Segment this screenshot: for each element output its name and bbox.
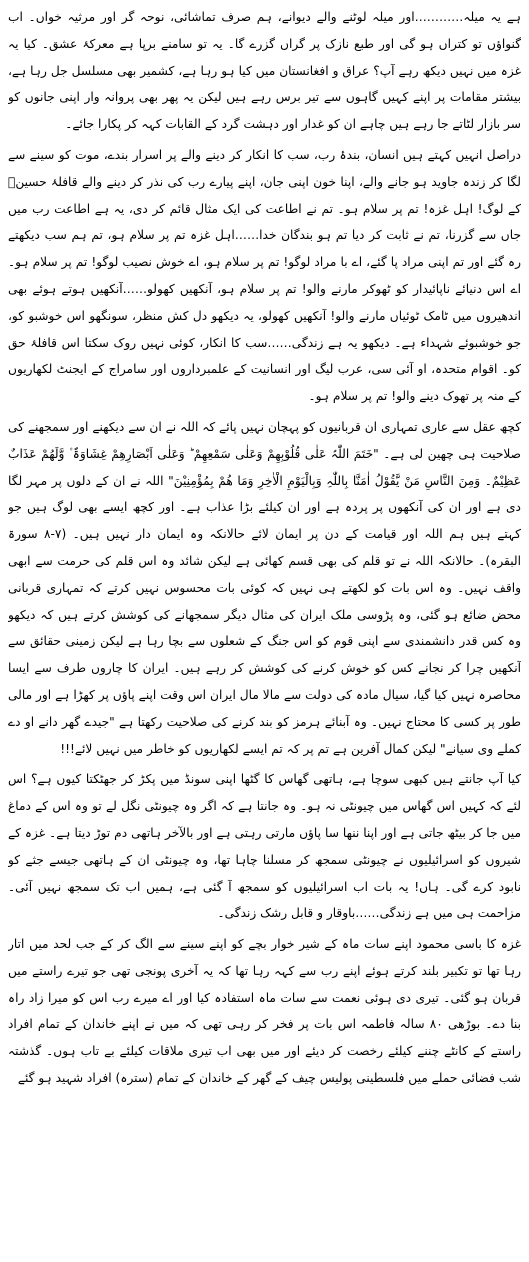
paragraph-2: دراصل انہیں کہتے ہیں انسان، بندۂ رب، سب کا انکار کر دینے والے پر اسرار بندے، موت کو سینے سے لگا کر زندہ جاوید ہو جانے والے، اپنا خون اپنی جان، اپنے پیارے رب کی نذر کر دینے والے قافلۂ حسینؓ کے لوگ! اہل غزہ! تم پر سلام ہو۔ تم نے اطاعت کی ایک مثال قائم کر دی، یہ ہے اطاعت رب میں جاں سے گزرنا، تم نے ثابت کر دیا تم ہو بندگان خدا……اہل غزہ تم پر سلام ہو، تم ہم سب دیکھتے رہ گئے اور تم اپنی مراد پا گئے، اے با مراد لوگو! تم پر سلام ہو، اے خوش نصیب لوگو! تم پر سلام ہو۔ اے اس دنیائے ناپائیدار کو ٹھوکر مارنے والو! تم پر سلام ہو، آنکھیں کھولو……آنکھیں ہوتے ہوئے بھی اندھیروں میں ٹامک ٹوئیاں مارنے والو! آنکھیں کھولو، یہ دیکھو دل کش منظر، سونگھو اس خوشبو کو، جو خوشبوئے شہداء ہے۔ دیکھو یہ ہے زندگی……سب کا انکار، کوئی نہیں روک سکتا اس قافلۂ حق کو۔ اقوام متحدہ، او آئی سی، عرب لیگ اور انسانیت کے علمبرداروں اور سامراج کے ایجنٹ لکھاریوں کے منہ پر تھوک دینے والو! تم پر سلام ہو۔ bbox=[8, 147, 521, 404]
paragraph-5: غزہ کا باسی محمود اپنے سات ماہ کے شیر خوار بچے کو اپنے سینے سے الگ کر کے جب لحد میں اتار رہا تھا تو تکبیر بلند کرتے ہوئے اپنے رب سے کہہ رہا تھا کہ یہ آخری پونجی تھی جو تیرے راستے میں قربان ہو گئی۔ تیری دی ہوئی نعمت سے سات ماہ استفادہ کیا اور اے میرے رب اس کو میرا زاد راہ بنا دے۔ بوڑھی ۸۰ سالہ فاطمہ اس بات پر فخر کر رہی تھی کہ میں نے اپنے خاندان کے تمام افراد راستے کے کانٹے چننے کیلئے رخصت کر دیئے اور میں بھی اب تیری ملاقات کیلئے بے تاب ہوں۔ گذشتہ شب فضائی حملے میں فلسطینی پولیس چیف کے گھر کے خاندان کے تمام (سترہ) افراد شہید ہو گئے bbox=[8, 937, 521, 1086]
paragraph-3: کچھ عقل سے عاری تمہاری ان قربانیوں کو پہچان نہیں پائے کہ اللہ نے ان سے دیکھنے اور سمجھنے کی صلاحیت ہی چھین لی ہے۔ "خَتَمَ اللّٰہُ عَلٰی قُلُوْبِھِمْ وَعَلٰی سَمْعِھِمْ ؕ وَعَلٰی اَبْصَارِھِمْ غِشَاوَۃٌ ۫ وَّلَھُمْ عَذَابٌ عَظِیْمٌ۔ وَمِنَ النَّاسِ مَنْ یَّقُوْلُ اٰمَنَّا بِاللّٰہِ وَبِالْیَوْمِ الْاٰخِرِ وَمَا ھُمْ بِمُؤْمِنِیْنَ" اللہ نے ان کے دلوں پر مہر لگا دی ہے اور ان کی آنکھوں پر پردہ ہے اور ان کیلئے بڑا عذاب ہے۔ اور کچھ ایسے بھی لوگ ہیں جو کہتے ہیں ہم اللہ اور قیامت کے دن پر ایمان لائے حالانکہ وہ ایمان دار نہیں ہیں۔ (۷-۸ سورۃ البقرہ)۔ حالانکہ اللہ نے تو قلم کی بھی قسم کھائی ہے لیکن شائد وہ اس قلم کی حرمت سے ابھی واقف نہیں۔ وہ اس بات کو لکھتے ہی نہیں کہ کوئی بات محسوس نہیں کرتے کہ تمہاری قربانی محض ضائع ہو گئی، وہ پڑوسی ملک ایران کی مثال دیگر سمجھانے کی کوشش کرتے ہیں کہ دیکھو وہ کس قدر دانشمندی سے اپنی قوم کو اس جنگ کے شعلوں سے بچا رہا ہے لیکن زمینی حقائق سے آنکھیں چرا کر نجانے کس کو خوش کرنے کی کوشش کر رہے ہیں۔ ایران کا چاروں طرف سے ایسا محاصرہ نہیں کیا گیا، سیال مادہ کی دولت سے مالا مال ایران اس وقت اپنے پاؤں پر کھڑا ہے اور مالی طور پر کسی کا محتاج نہیں۔ وہ آبنائے ہرمز کو بند کرنے کی صلاحیت رکھتا ہے "جیدے گھر دانے او دے کملے وی سیانے" لیکن کمال آفرین ہے تم پر کہ تم ایسے لکھاریوں کو خاطر میں نہیں لائے!!! bbox=[8, 419, 521, 756]
article-body bbox=[8, 4, 521, 1254]
paragraph-4: کیا آپ جانتے ہیں کبھی سوچا ہے، ہاتھی گھاس کا گٹھا اپنی سونڈ میں پکڑ کر جھٹکتا کیوں ہے؟ اس لئے کہ کہیں اس گھاس میں چیونٹی نہ ہو۔ وہ جانتا ہے کہ اگر وہ چیونٹی نگل لے تو وہ اس کے دماغ میں جا کر بیٹھ جاتی ہے اور اپنا ننھا سا پاؤں مارتی رہتی ہے اور بالآخر ہاتھی دم توڑ دیتا ہے۔ غزہ کے شیروں کو اسرائیلیوں نے چیونٹی سمجھ کر مسلنا چاہا تھا، وہ چیونٹی ان کے ہاتھی جیسے جثے کو نابود کرے گی۔ ہاں! یہ بات اب اسرائیلیوں کو سمجھ آ گئی ہے، ہمیں اب تک سمجھ نہیں آئی۔ مزاحمت ہی میں ہے زندگی……باوقار و قابل رشک زندگی۔ bbox=[8, 772, 521, 921]
paragraph-1: ہے یہ میلہ…………اور میلہ لوٹنے والے دیوانے، ہم صرف تماشائی، نوحہ گر اور مرثیہ خواں۔ اب گنواؤں تو کتراں ہو گی اور طبع نازک پر گراں گزرے گا۔ یہ تو سامنے برپا ہے معرکۂ عشق۔ کیا یہ غزہ میں نہیں دیکھ رہے آپ؟ عراق و افغانستان میں کیا ہو رہا ہے، کشمیر بھی مسلسل جل رہا ہے، بیشتر مقامات پر اپنے کہیں گاہوں سے تیر برس رہے ہیں لیکن یہ پھر بھی پروانہ وار اپنی جانوں کو سر بازار لٹاتے جا رہے ہیں چاہے ان کو غدار اور دہشت گرد کے القابات کہہ کر پکارا جائے۔ bbox=[8, 10, 521, 132]
